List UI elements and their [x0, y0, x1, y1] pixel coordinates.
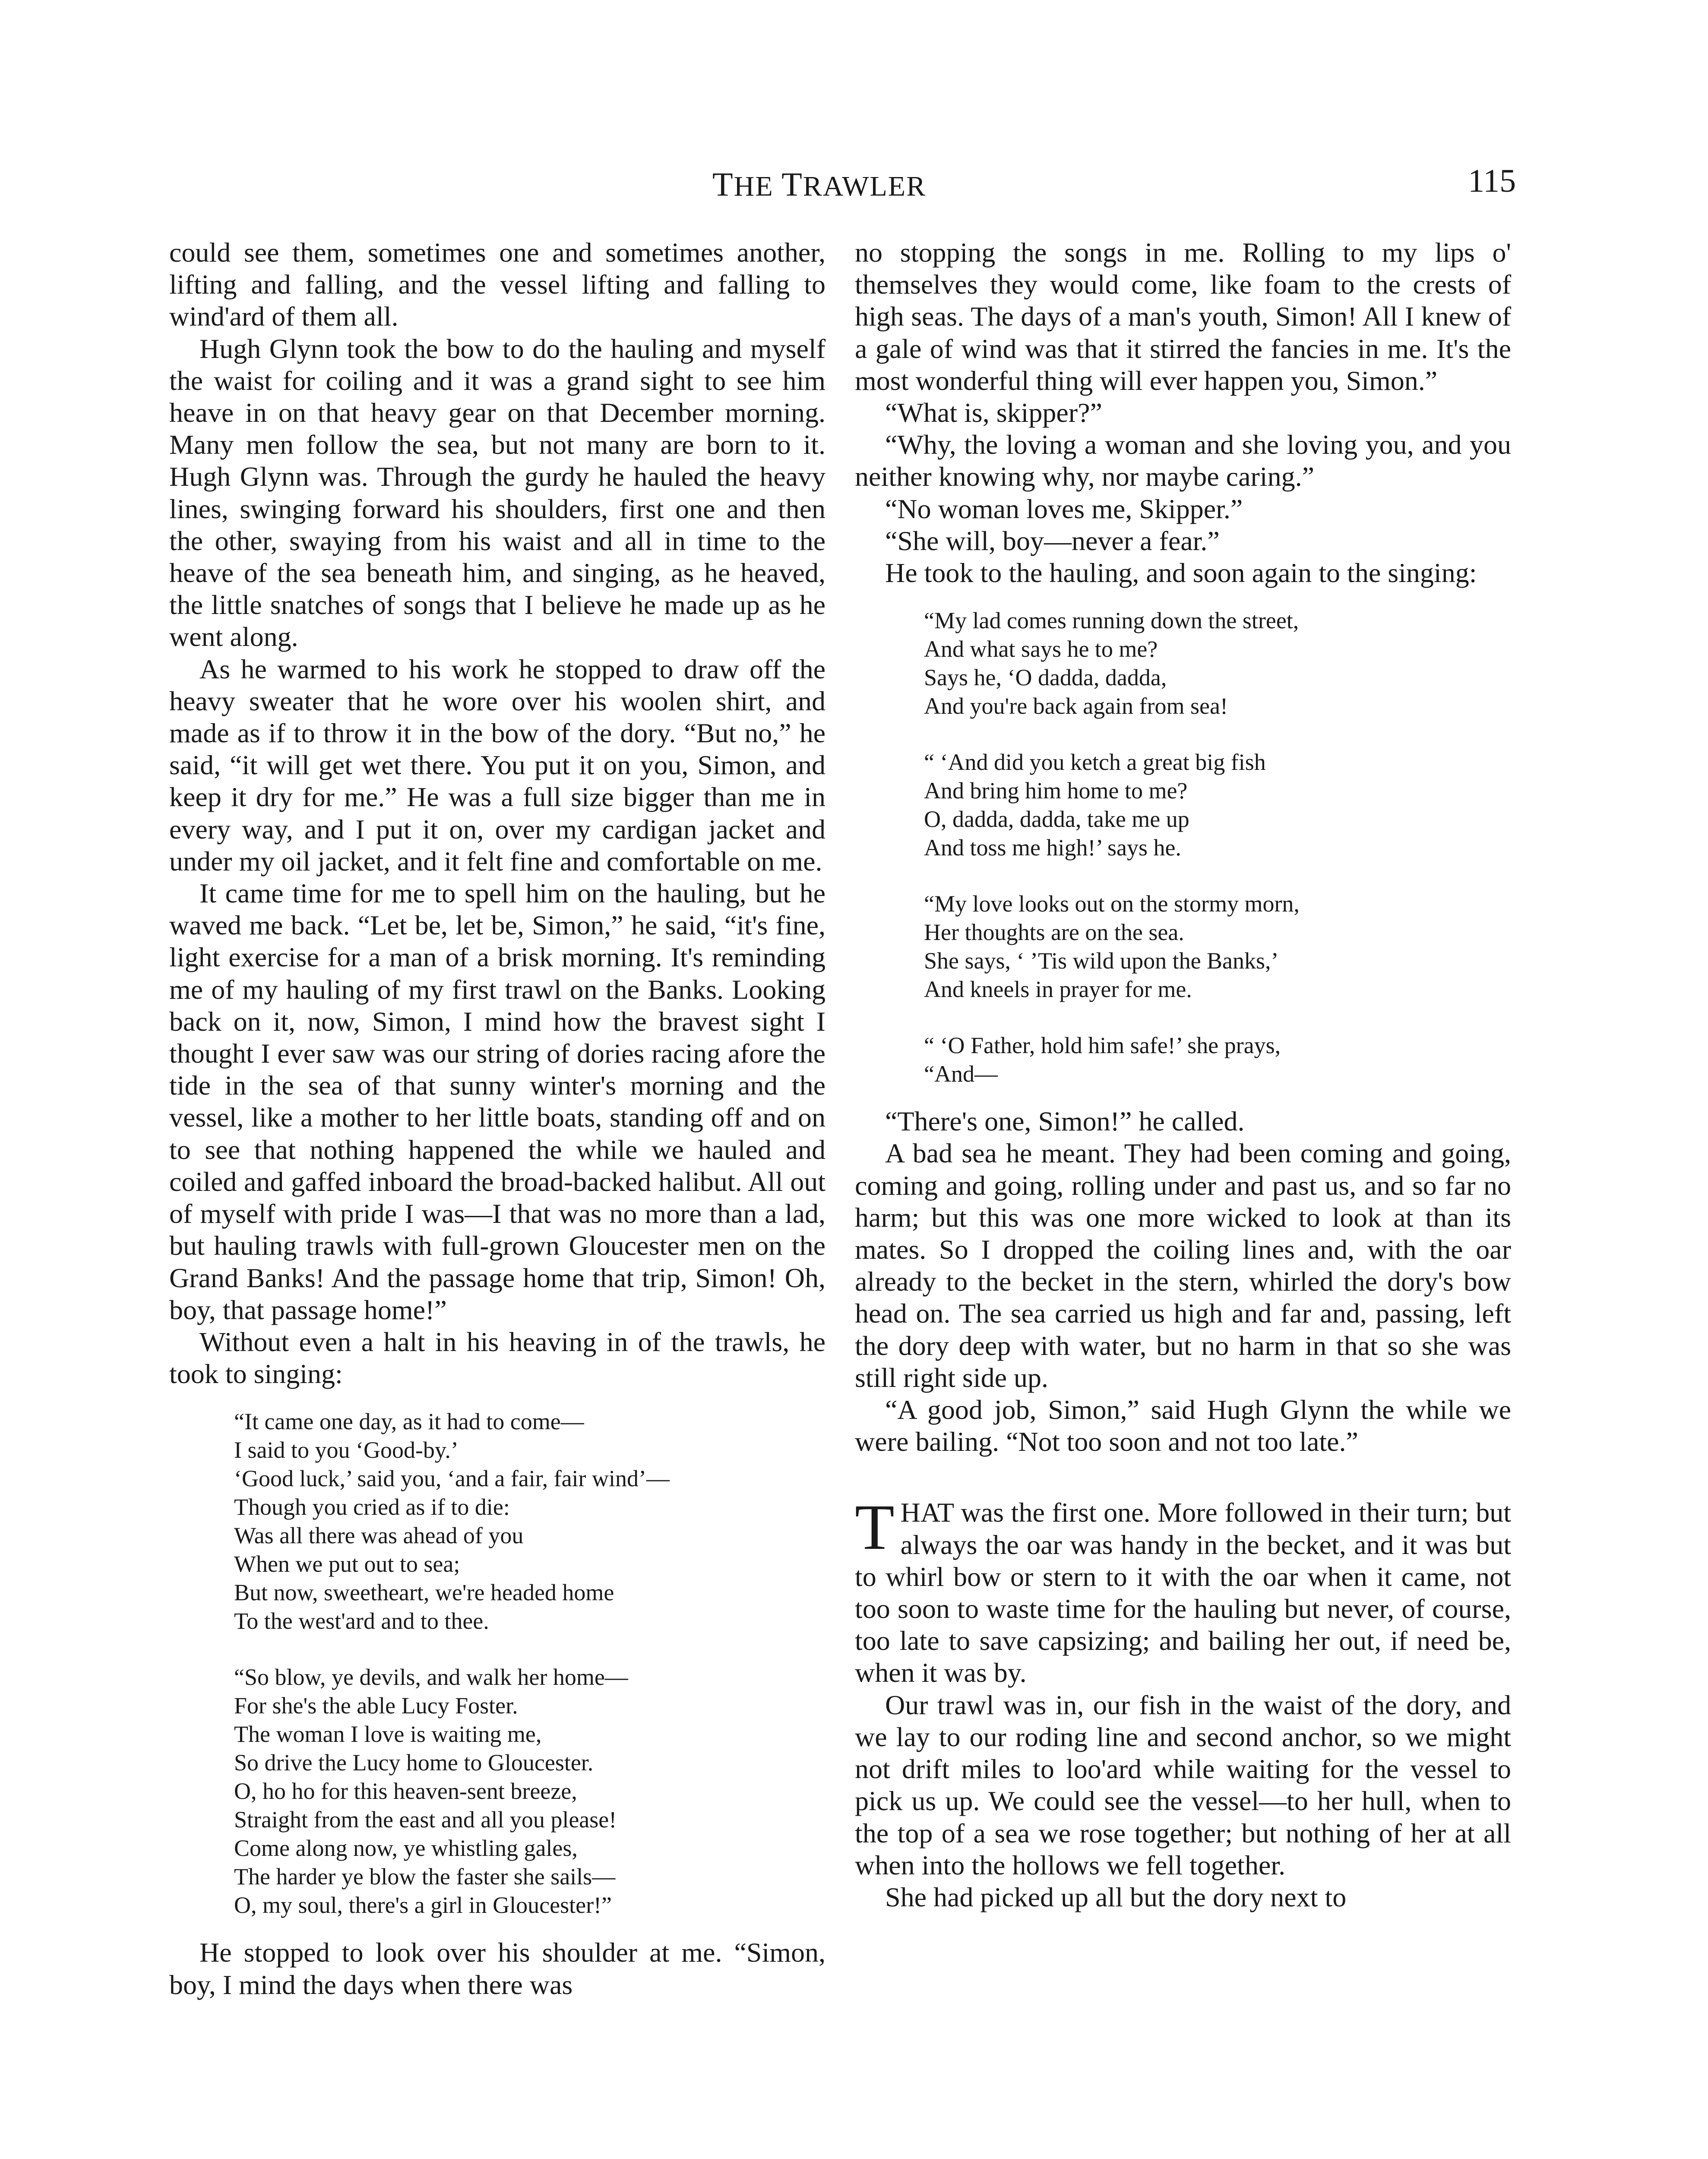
stanza — [924, 606, 1511, 720]
stanza — [234, 1407, 826, 1635]
paragraph: no stopping the songs in me. Rolling to my lips o' themselves they would come, like foam to the crests of high seas. The days of a man's youth, Simon! All I knew of a gale of wind was that it stirred the fancies in me. It's the most wonderful thing will ever happen you, Simon.” — [855, 237, 1511, 396]
header-word-2: RAWLER — [803, 171, 927, 202]
header-initial: T — [712, 165, 734, 203]
verse-line: Was all there was ahead of you — [234, 1523, 524, 1549]
right-column — [855, 237, 1511, 1913]
verse-line: “And— — [924, 1061, 998, 1087]
verse-line: And what says he to me? — [924, 636, 1158, 662]
running-header — [712, 165, 926, 204]
paragraph: As he warmed to his work he stopped to draw off the heavy sweater that he wore over his woolen shirt, and made as if to throw it in the bow of the dory. “But no,” he said, “it will get wet there. You put it on you, Simon, and keep it dry for me.” He was a full size bigger than me in every way, and I put it on, over my cardigan jacket and under my oil jacket, and it felt fine and comfortable on me. — [169, 653, 826, 877]
verse-line: “My love looks out on the stormy morn, — [924, 891, 1300, 917]
verse-line: Straight from the east and all you please! — [234, 1807, 617, 1833]
verse-line: Come along now, ye whistling gales, — [234, 1835, 578, 1861]
paragraph: Without even a halt in his heaving in of the trawls, he took to singing: — [169, 1326, 826, 1390]
verse-line: “My lad comes running down the street, — [924, 608, 1299, 634]
drop-cap: T — [855, 1491, 895, 1564]
verse-line: And you're back again from sea! — [924, 693, 1228, 719]
paragraph: “A good job, Simon,” said Hugh Glynn the while we were bailing. “Not too soon and not too late.” — [855, 1394, 1511, 1457]
verse-line: “ ‘O Father, hold him safe!’ she prays, — [924, 1032, 1281, 1059]
paragraph: “She will, boy—never a fear.” — [885, 525, 1220, 556]
paragraph-text: HAT was the first one. More followed in their turn; but always the oar was handy in the becket, and it was but to whirl bow or stern to it with the oar when it came, not too soon to waste time for the hauling but never, of course, too late to save capsizing; and bailing her out, if need be, when it was by. — [855, 1497, 1511, 1688]
verse-line: And kneels in prayer for me. — [924, 976, 1192, 1003]
header-word-1: HE — [734, 171, 782, 202]
paragraph: Our trawl was in, our fish in the waist of the dory, and we lay to our roding line and second anchor, so we might not drift miles to loo'ard while waiting for the vessel to pick us up. We could see the vessel—to her hull, when to the top of a sea we rose together; but nothing of her at all when into the hollows we fell together. — [855, 1689, 1511, 1880]
verse-line: For she's the able Lucy Foster. — [234, 1693, 518, 1719]
paragraph: “Why, the loving a woman and she loving you, and you neither knowing why, nor maybe caring.” — [855, 429, 1511, 492]
verse-line: O, my soul, there's a girl in Gloucester!” — [234, 1892, 612, 1918]
section-start-paragraph — [855, 1491, 1511, 1689]
left-column — [169, 237, 826, 2001]
stanza — [924, 1031, 1511, 1088]
page-number: 115 — [1468, 163, 1516, 199]
paragraph: “There's one, Simon!” he called. — [885, 1106, 1245, 1137]
verse-line: To the west'ard and to thee. — [234, 1608, 489, 1634]
paragraph: “No woman loves me, Skipper.” — [885, 493, 1243, 524]
song-verse — [924, 606, 1511, 1088]
verse-line: And toss me high!’ says he. — [924, 835, 1181, 861]
verse-line: ‘Good luck,’ said you, ‘and a fair, fair wind’— — [234, 1466, 670, 1492]
verse-line: The woman I love is waiting me, — [234, 1721, 542, 1747]
verse-line: Says he, ‘O dadda, dadda, — [924, 665, 1167, 691]
verse-line: The harder ye blow the faster she sails— — [234, 1864, 616, 1890]
song-verse — [234, 1407, 826, 1919]
verse-line: Her thoughts are on the sea. — [924, 919, 1184, 946]
stanza — [924, 890, 1511, 1004]
verse-line: So drive the Lucy home to Gloucester. — [234, 1750, 594, 1776]
verse-line: But now, sweetheart, we're headed home — [234, 1580, 614, 1606]
paragraph: “What is, skipper?” — [885, 397, 1102, 428]
verse-line: “ ‘And did you ketch a great big fish — [924, 749, 1266, 776]
verse-line: She says, ‘ ’Tis wild upon the Banks,’ — [924, 948, 1279, 974]
paragraph: Hugh Glynn took the bow to do the hauling and myself the waist for coiling and it was a grand sight to see him heave in on that heavy gear on that December morning. Many men follow the sea, but not many are born to it. Hugh Glynn was. Through the gurdy he hauled the heavy lines, swinging forward his shoulders, first one and then the other, swaying from his waist and all in time to the heave of the sea beneath him, and singing, as he heaved, the little snatches of songs that I believe he made up as he went along. — [169, 333, 826, 652]
verse-line: Though you cried as if to die: — [234, 1494, 510, 1520]
paragraph: She had picked up all but the dory next to — [885, 1881, 1347, 1912]
paragraph: A bad sea he meant. They had been coming and going, coming and going, rolling under and past us, and so far no harm; but this was one more wicked to look at than its mates. So I dropped the coiling lines and, with the oar already to the becket in the stern, whirled the dory's bow head on. The sea carried us high and far and, passing, left the dory deep with water, but no harm in that so she was still right side up. — [855, 1138, 1511, 1393]
stanza — [234, 1663, 826, 1919]
paragraph: It came time for me to spell him on the hauling, but he waved me back. “Let be, let be, Simon,” he said, “it's fine, light exercise for a man of a brisk morning. It's reminding me of my hauling of my first trawl on the Banks. Looking back on it, now, Simon, I mind how the bravest sight I thought I ever saw was our string of dories racing afore the tide in the sea of that sunny winter's morning and the vessel, like a mother to her little boats, standing off and on to see that nothing happened the while we hauled and coiled and gaffed inboard the broad-backed halibut. All out of myself with pride I was—I that was no more than a lad, but hauling trawls with full-grown Gloucester men on the Grand Banks! And the passage home that trip, Simon! Oh, boy, that passage home!” — [169, 878, 826, 1325]
verse-line: When we put out to sea; — [234, 1551, 460, 1577]
verse-line: “So blow, ye devils, and walk her home— — [234, 1664, 628, 1690]
header-initial-2: T — [781, 165, 803, 203]
paragraph: He stopped to look over his shoulder at me. “Simon, boy, I mind the days when there was — [169, 1937, 826, 2000]
stanza — [924, 748, 1511, 862]
paragraph: He took to the hauling, and soon again to the singing: — [885, 557, 1477, 589]
verse-line: O, ho ho for this heaven-sent breeze, — [234, 1778, 577, 1804]
verse-line: “It came one day, as it had to come— — [234, 1409, 584, 1435]
paragraph: could see them, sometimes one and sometimes another, lifting and falling, and the vessel lifting and falling to wind'ard of them all. — [169, 237, 826, 332]
verse-line: I said to you ‘Good-by.’ — [234, 1437, 459, 1463]
verse-line: O, dadda, dadda, take me up — [924, 806, 1189, 833]
verse-line: And bring him home to me? — [924, 778, 1188, 804]
